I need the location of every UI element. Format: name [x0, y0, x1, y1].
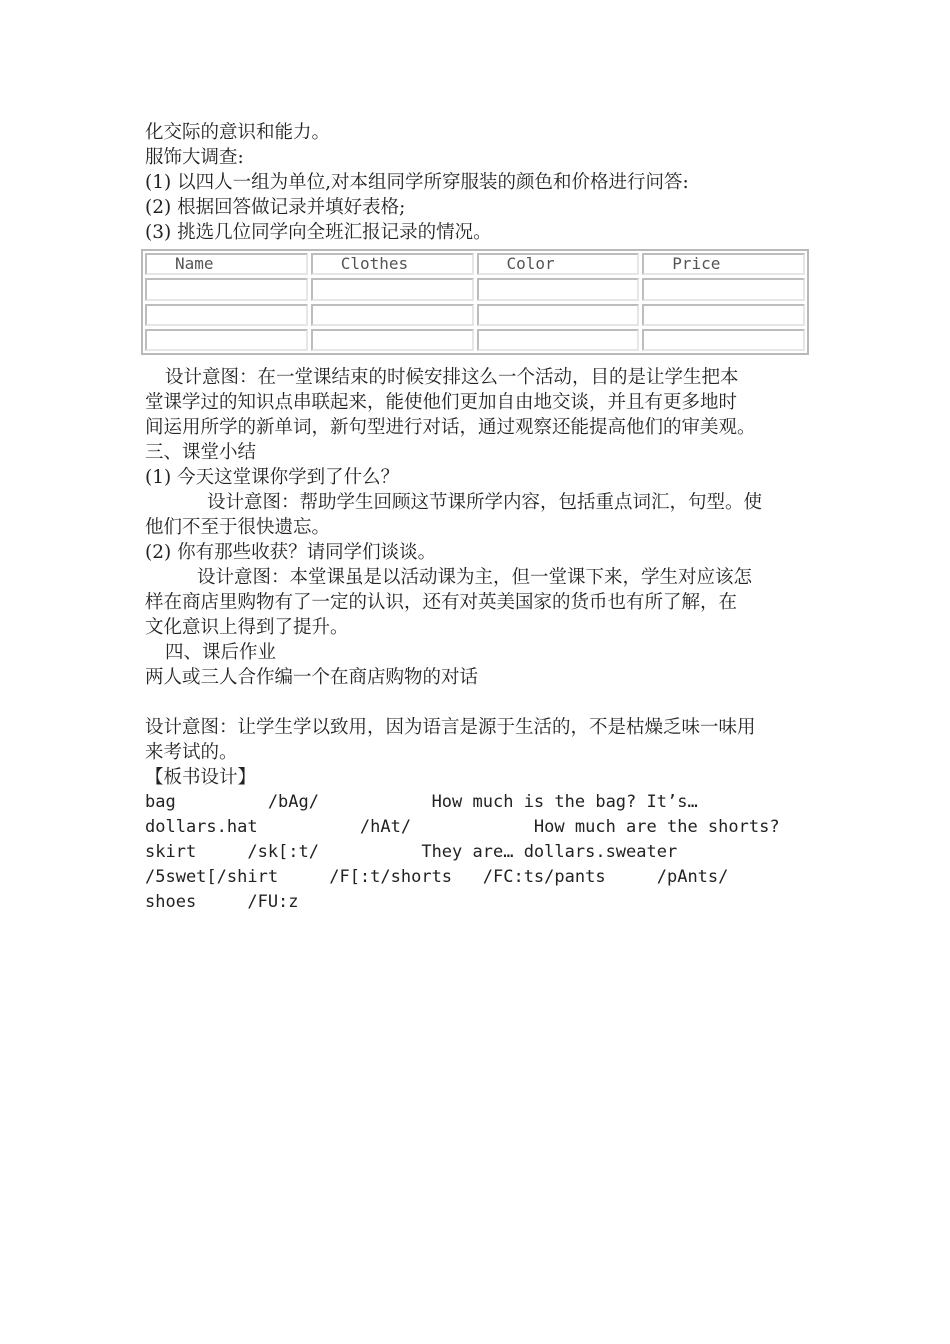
- design-intent-paragraph-3-end: 文化意识上得到了提升。: [145, 617, 349, 638]
- homework-text: 两人或三人合作编一个在商店购物的对话: [145, 667, 479, 688]
- design-intent-paragraph-4-end: 来考试的。: [145, 742, 238, 763]
- section-heading-homework: 四、课后作业: [165, 642, 277, 663]
- design-intent-paragraph-1-end: 间运用所学的新单词，新句型进行对话，通过观察还能提高他们的审美观。: [145, 417, 756, 438]
- board-line-1: bag /bAg/ How much is the bag? It’s…: [145, 792, 698, 812]
- board-design: [145, 790, 810, 915]
- survey-title: 服饰大调查:: [145, 147, 244, 168]
- table-cell: [145, 304, 308, 326]
- table-cell: [477, 278, 640, 300]
- intro-line-1: 化交际的意识和能力。: [145, 122, 331, 143]
- survey-step-2: (2) 根据回答做记录并填好表格;: [145, 197, 406, 218]
- board-line-5: shoes /FU:z: [145, 892, 299, 912]
- section-heading-summary: 三、课堂小结: [145, 442, 257, 463]
- design-intent-paragraph-3: 设计意图：本堂课虽是以活动课为主，但一堂课下来，学生对应该怎: [197, 567, 753, 588]
- table-cell: [477, 304, 640, 326]
- survey-table: [141, 249, 809, 355]
- board-design-heading: 【板书设计】: [145, 767, 257, 788]
- survey-step-3: (3) 挑选几位同学向全班汇报记录的情况。: [145, 222, 492, 243]
- board-line-2: dollars.hat /hAt/ How much are the shorts?: [145, 817, 780, 837]
- design-intent-paragraph-1-cont: 堂课学过的知识点串联起来，能使他们更加自由地交谈，并且有更多地时: [145, 392, 738, 413]
- table-cell: [311, 304, 474, 326]
- design-intent-paragraph-2: 设计意图：帮助学生回顾这节课所学内容，包括重点词汇，句型。使: [207, 492, 763, 513]
- design-intent-paragraph-2-end: 他们不至于很快遗忘。: [145, 517, 331, 538]
- table-cell: [145, 329, 308, 351]
- table-cell: [642, 304, 805, 326]
- blank-line: [145, 690, 810, 715]
- table-header-clothes: Clothes: [311, 253, 474, 275]
- design-intent-paragraph-4: 设计意图：让学生学以致用，因为语言是源于生活的，不是枯燥乏味一味用: [145, 717, 756, 738]
- table-cell: [642, 329, 805, 351]
- table-header-color: Color: [477, 253, 640, 275]
- board-line-3: skirt /sk[:t/ They are… dollars.sweater: [145, 842, 678, 862]
- table-cell: [311, 278, 474, 300]
- design-intent-paragraph-1: 设计意图：在一堂课结束的时候安排这么一个活动，目的是让学生把本: [165, 367, 739, 388]
- summary-question-2: (2) 你有那些收获？请同学们谈谈。: [145, 542, 437, 563]
- design-intent-paragraph-3-cont: 样在商店里购物有了一定的认识，还有对英美国家的货币也有所了解，在: [145, 592, 738, 613]
- table-cell: [477, 329, 640, 351]
- survey-step-1: (1) 以四人一组为单位,对本组同学所穿服装的颜色和价格进行问答:: [145, 172, 689, 193]
- summary-question-1: (1) 今天这堂课你学到了什么？: [145, 467, 400, 488]
- table-cell: [145, 278, 308, 300]
- table-header-name: Name: [145, 253, 308, 275]
- board-line-4: /5swet[/shirt /F[:t/shorts /FC:ts/pants /pAnts/: [145, 867, 729, 887]
- table-header-price: Price: [642, 253, 805, 275]
- document-page: [145, 120, 810, 915]
- table-cell: [642, 278, 805, 300]
- table-cell: [311, 329, 474, 351]
